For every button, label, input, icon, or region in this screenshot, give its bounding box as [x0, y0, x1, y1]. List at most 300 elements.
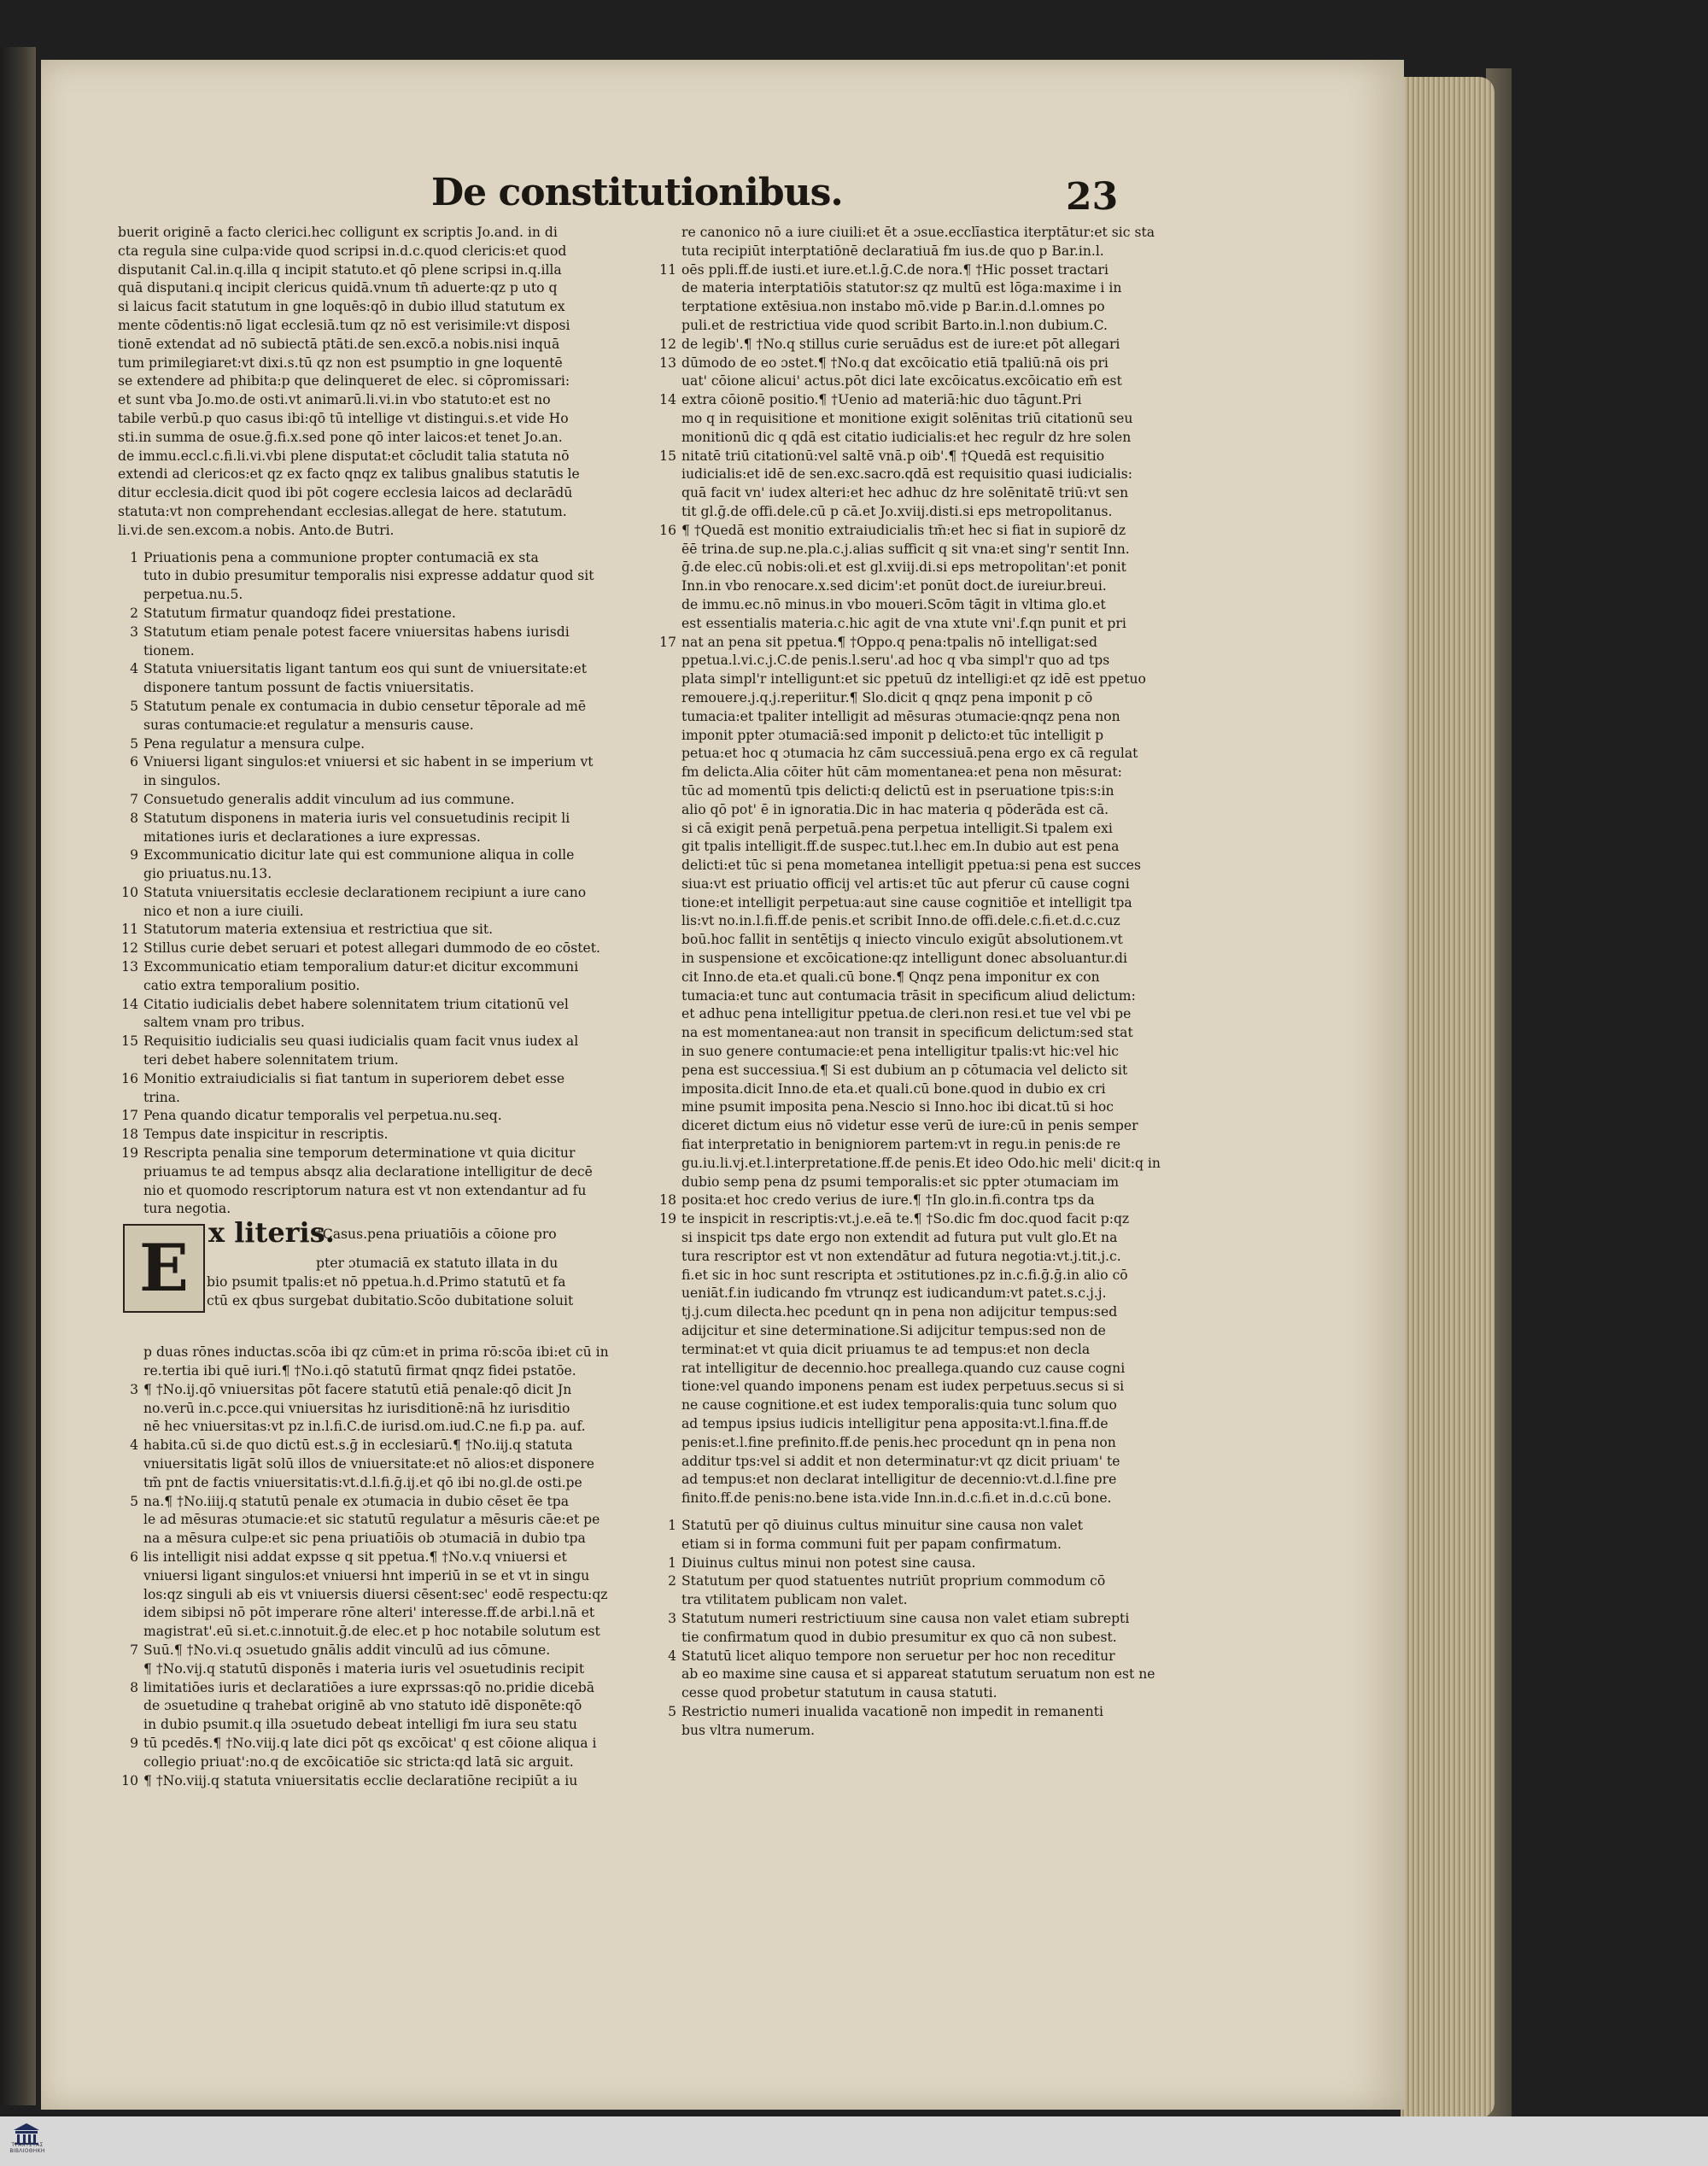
commentary-line — [656, 875, 1168, 894]
text-line: ad tempus ipsius iudicis intelligitur pena apposita:vt.l.fina.ff.de — [681, 1416, 1108, 1431]
text-line: de legib'.¶ †No.q stillus curie seruādus est de iure:et pōt allegari — [681, 336, 1120, 352]
summary-number: 18 — [121, 1127, 138, 1143]
text-line: petua:et hoc q ɔtumacia hz cām successiuā.pena ergo ex cā regulat — [681, 746, 1138, 762]
text-line: Citatio iudicialis debet habere solennitatem trium citationū vel — [143, 996, 569, 1012]
commentary-line — [656, 1471, 1168, 1490]
commentary-line: quā disputani.q incipit clericus quidā.vnum tn̄ aduerte:qz p uto q — [118, 280, 558, 296]
text-line: catio extra temporalium positio. — [143, 977, 360, 993]
text-line: mitationes iuris et declarationes a iure expressas. — [143, 828, 481, 845]
summary-item — [118, 921, 626, 940]
summary-item — [118, 605, 626, 623]
text-line: in suspensione et excōicatione:qz intelligunt donec absoluantur.di — [681, 951, 1127, 967]
text-line: nio et quomodo rescriptorum natura est vt non extendantur ad fu — [143, 1182, 587, 1198]
text-line: re canonico nō a iure ciuili:et ēt a ɔsue.ecclīastica iterptātur:et sic sta — [681, 225, 1155, 240]
commentary-line: li.vi.de sen.excom.a nobis. Anto.de Butri. — [118, 522, 395, 538]
summary-number: 4 — [130, 661, 138, 677]
marginal-number: 18 — [659, 1192, 676, 1209]
text-line: siua:vt est priuatio officij vel artis:et tūc aut pferur cū cause cogni — [681, 875, 1130, 892]
text-line: Pena quando dicatur temporalis vel perpetua.nu.seq. — [143, 1108, 502, 1124]
commentary-line — [656, 317, 1168, 336]
summary-item — [118, 1070, 626, 1108]
text-line: nē hec vniuersitas:vt pz in.l.fi.C.de iurisd.om.iud.C.ne fi.p pa. auf. — [143, 1419, 586, 1435]
spacer — [656, 1508, 1168, 1517]
summary-number: 14 — [121, 996, 138, 1012]
rubric-heading: x literis. — [208, 1216, 335, 1250]
summary-number: 8 — [130, 1679, 138, 1695]
text-line: vniuersi ligant singulos:et vniuersi hnt imperiū in se et vt in singu — [143, 1567, 590, 1584]
commentary-line — [656, 336, 1168, 354]
text-line: Excommunicatio etiam temporalium datur:et dicitur excommuni — [143, 959, 579, 975]
text-line: Statutū licet aliquo tempore non seruetur per hoc non receditur — [681, 1648, 1115, 1664]
text-line: tumacia:et tunc aut contumacia trāsit in specificum aliud delictum: — [681, 987, 1136, 1004]
commentary-line: extendi ad clericos:et qz ex facto qnqz ex talibus gnalibus statutis le — [118, 466, 580, 483]
text-line: tumacia:et tpaliter intelligit ad mēsuras ɔtumacie:qnqz pena non — [681, 708, 1120, 724]
commentary-line — [656, 634, 1168, 653]
commentary-line — [656, 652, 1168, 670]
text-line: tūc ad momentū tpis delicti:q delictū est in pseruatione tpis:s:in — [681, 782, 1114, 799]
summary-item — [118, 1107, 626, 1126]
summary-item — [118, 660, 626, 698]
text-line: Stillus curie debet seruari et potest allegari dummodo de eo cōstet. — [143, 940, 600, 957]
text-line: ¶ †No.ij.qō vniuersitas pōt facere statutū etiā penale:qō dicit Jn — [143, 1381, 572, 1397]
text-line: ab eo maxime sine causa et si appareat statutum seruatum non est ne — [681, 1666, 1155, 1683]
text-line: Monitio extraiudicialis si fiat tantum in superiorem debet esse — [143, 1070, 565, 1086]
text-line: diceret dictum eius nō videtur esse verū de iure:cū in penis semper — [681, 1118, 1138, 1134]
commentary-line — [656, 484, 1168, 503]
text-line: pena est successiua.¶ Si est dubium an p cōtumacia vel delicto sit — [681, 1062, 1128, 1078]
book-cover-left — [0, 47, 36, 2105]
commentary-line — [656, 1322, 1168, 1341]
commentary-line: cta regula sine culpa:vide quod scripsi in.d.c.quod clericis:et quod — [118, 243, 567, 259]
commentary-line — [656, 764, 1168, 782]
text-line: de immu.ec.nō minus.in vbo moueri.Scōm tāgit in vltima glo.et — [681, 596, 1106, 612]
commentary-line: disputanit Cal.in.q.illa q incipit statuto.et qō plene scripsi in.q.illa — [118, 261, 562, 278]
text-line: lis intelligit nisi addat expsse q sit ppetua.¶ †No.v.q vniuersi et — [143, 1549, 567, 1565]
rubric-block — [118, 1216, 626, 1344]
text-line: tuta recipiūt interptatiōnē declaratiuā fm ius.de quo p Bar.in.l. — [681, 243, 1104, 259]
spacer — [118, 541, 626, 549]
commentary-line: buerit originē a facto clerici.hec colligunt ex scriptis Jo.and. in di — [118, 225, 558, 240]
text-line: tra vtilitatem publicam non valet. — [681, 1592, 908, 1608]
text-line: Statuta vniuersitatis ligant tantum eos qui sunt de vniuersitate:et — [143, 661, 587, 677]
text-line: te inspicit in rescriptis:vt.j.e.eā te.¶ †So.dic fm doc.quod facit p:qz — [681, 1211, 1130, 1227]
summary-number: 5 — [130, 698, 138, 714]
commentary-line — [656, 689, 1168, 708]
text-line: los:qz singuli ab eis vt vniuersis diuersi cēsent:sec' eodē respectu:qz — [143, 1586, 608, 1602]
summary-number: 8 — [130, 810, 138, 826]
text-line: Vniuersi ligant singulos:et vniuersi et sic habent in se imperium vt — [143, 754, 594, 770]
summary-number: 6 — [130, 1549, 138, 1565]
commentary-line — [656, 782, 1168, 801]
text-line: teri debet habere solennitatem trium. — [143, 1052, 399, 1068]
commentary-line — [656, 1303, 1168, 1322]
library-name: ΤΡΑΧΥΣΤΑΣ ΒΙΒΛΙΟΘΗΚΗ — [9, 2142, 45, 2154]
text-line: Statutum firmatur quandoqz fidei prestatione. — [143, 605, 456, 621]
text-line: fm delicta.Alia cōiter hūt cām momentanea:et pena non mēsurat: — [681, 764, 1122, 781]
commentary-line — [656, 559, 1168, 577]
text-line: puli.et de restrictiua vide quod scribit Barto.in.l.non dubium.C. — [681, 317, 1108, 333]
commentary-line — [656, 429, 1168, 448]
text-line: ¶ †Quedā est monitio extraiudicialis tm̄:et hec si fiat in supiorē dz — [681, 522, 1126, 538]
summary-number: 11 — [121, 922, 138, 938]
marginal-number: 12 — [659, 336, 676, 352]
decorated-initial: E — [123, 1224, 205, 1313]
rubric-line: pter ɔtumaciā ex statuto illata in du — [316, 1256, 559, 1272]
summary-number: 19 — [121, 1145, 138, 1162]
text-line: posita:et hoc credo verius de iure.¶ †In glo.in.fi.contra tps da — [681, 1192, 1095, 1209]
text-line: Restrictio numeri inualida vacationē non impedit in remanenti — [681, 1703, 1104, 1719]
commentary-line — [656, 1453, 1168, 1472]
commentary-line — [656, 931, 1168, 950]
commentary-line: et sunt vba Jo.mo.de osti.vt animarū.li.vi.in vbo statuto:et est no — [118, 392, 551, 408]
text-line: remouere.j.q.j.reperiitur.¶ Slo.dicit q qnqz pena imponit p cō — [681, 689, 1093, 705]
commentary-line — [656, 801, 1168, 820]
text-line: cesse quod probetur statutum in causa statuti. — [681, 1685, 997, 1701]
commentary-line — [656, 1229, 1168, 1248]
text-line: Requisitio iudicialis seu quasi iudicialis quam facit vnus iudex al — [143, 1033, 579, 1050]
library-logo-icon — [5, 2120, 48, 2161]
summary-number: 2 — [130, 605, 138, 621]
commentary-line — [656, 857, 1168, 875]
summary-number: 1 — [130, 549, 138, 565]
text-line: limitatiōes iuris et declaratiōes a iure exprssas:qō no.pridie dicebā — [143, 1679, 595, 1695]
rubric-line: bio psumit tpalis:et nō ppetua.h.d.Primo statutū et fa — [207, 1273, 566, 1290]
summary-item — [118, 623, 626, 661]
text-line: bus vltra numerum. — [681, 1722, 816, 1738]
text-line: in suo genere contumacie:et pena intelligitur tpalis:vt hic:vel hic — [681, 1044, 1119, 1060]
text-line: si inspicit tps date ergo non extendit ad futura put vult glo.Et na — [681, 1230, 1118, 1246]
text-line: ēē trina.de sup.ne.pla.c.j.alias sufficit q sit vna:et sing'r sentit Inn. — [681, 541, 1130, 557]
text-line: de ɔsuetudine q trahebat originē ab vno statuto idē disponēte:qō — [143, 1698, 582, 1714]
commentary-line — [656, 1341, 1168, 1360]
commentary-line — [656, 1396, 1168, 1415]
text-line: vniuersitatis ligāt solū illos de vniuersitate:et nō alios:et disponere — [143, 1456, 595, 1472]
commentary-line — [656, 1062, 1168, 1080]
commentary-line — [656, 1117, 1168, 1136]
commentary-line: se extendere ad phibita:p que delinqueret de elec. si cōpromissari: — [118, 373, 570, 389]
text-line: idem sibipsi nō pōt imperare rōne alteri' interesse.ff.de arbi.l.nā et — [143, 1605, 595, 1621]
text-line: extra cōionē positio.¶ †Uenio ad materiā:hic duo tāgunt.Pri — [681, 392, 1082, 408]
commentary-line: re.tertia ibi quē iuri.¶ †No.i.qō statutū firmat qnqz fidei pstatōe. — [143, 1363, 576, 1379]
summary-number: 10 — [121, 1772, 138, 1788]
text-line: le ad mēsuras ɔtumacie:et sic statutū regulatur a mēsuris cāe:et pe — [143, 1512, 600, 1528]
text-line: no.verū in.c.pcce.qui vniuersitas hz iurisditionē:nā hz iurisditio — [143, 1400, 570, 1416]
commentary-line — [656, 354, 1168, 373]
commentary-line — [656, 261, 1168, 280]
text-line: uat' cōione alicui' actus.pōt dici late excōicatus.excōicatio em̄ est — [681, 373, 1122, 389]
text-line: ppetua.l.vi.c.j.C.de penis.l.seru'.ad hoc q vba simpl'r quo ad tps — [681, 653, 1110, 669]
summary-item — [118, 1126, 626, 1144]
summary-item — [118, 1144, 626, 1219]
commentary-line — [656, 1490, 1168, 1508]
summary-number: 17 — [121, 1108, 138, 1124]
summary-number: 1 — [668, 1554, 676, 1571]
marginal-number: 13 — [659, 354, 676, 371]
marginal-number: 11 — [659, 261, 676, 278]
text-line: Excommunicatio dicitur late qui est communione aliqua in colle — [143, 847, 575, 863]
summary-item — [118, 996, 626, 1033]
commentary-line — [656, 745, 1168, 764]
commentary-line — [656, 1267, 1168, 1285]
commentary-line: statuta:vt non comprehendant ecclesias.allegat de here. statutum. — [118, 503, 567, 519]
right-column — [656, 224, 1168, 1741]
text-line: boū.hoc fallit in sentētijs q iniecto vinculo exigūt absolutionem.vt — [681, 932, 1123, 948]
summary-number: 10 — [121, 884, 138, 900]
commentary-line — [656, 1136, 1168, 1155]
text-line: ueniāt.f.in iudicando fm vtrunqz est iudicandum:vt patet.s.c.j.j. — [681, 1285, 1107, 1302]
commentary-line — [656, 1210, 1168, 1229]
text-line: tionem. — [143, 642, 195, 659]
text-line: ḡ.de elec.cū nobis:oli.et est gl.xviij.di.si eps metropolitan':et ponit — [681, 559, 1126, 576]
text-line: terptatione extēsiua.non instabo mō.vide p Bar.in.d.l.omnes po — [681, 299, 1105, 315]
marginal-number: 15 — [659, 448, 676, 464]
commentary-line — [656, 1415, 1168, 1434]
commentary-line: ditur ecclesia.dicit quod ibi pōt cogere ecclesia laicos ad declarādū — [118, 485, 573, 501]
text-line: tione:et intelligit perpetua:aut sine cause cognitiōe et intelligit tpa — [681, 894, 1132, 910]
summary-number: 1 — [668, 1517, 676, 1533]
commentary-line: sti.in summa de osue.ḡ.fi.x.sed pone qō inter laicos:et tenet Jo.an. — [118, 429, 563, 445]
text-line: fi.et sic in hoc sunt rescripta et ɔstitutiones.pz in.c.fi.ḡ.ḡ.in alio cō — [681, 1267, 1128, 1283]
summary-number: 5 — [130, 735, 138, 752]
commentary-line: si laicus facit statutum in gne loquēs:qō in dubio illud statutum ex — [118, 299, 565, 315]
commentary-line — [656, 577, 1168, 596]
text-line: imponit ppter ɔtumaciā:sed imponit p delicto:et tūc intelligit p — [681, 727, 1104, 743]
summary-number: 4 — [130, 1437, 138, 1454]
commentary-line — [656, 298, 1168, 317]
text-line: trina. — [143, 1089, 181, 1105]
text-line: na.¶ †No.iiij.q statutū penale ex ɔtumacia in dubio cēset ēe tpa — [143, 1493, 570, 1509]
text-line: tione:vel quando imponens penam est iudex perpetuus.secus si si — [681, 1379, 1125, 1395]
summary-number: 9 — [130, 847, 138, 863]
summary-number: 3 — [668, 1610, 676, 1626]
text-line: tit gl.ḡ.de offi.dele.cū p cā.et Jo.xviij.disti.si eps metropolitanus. — [681, 503, 1113, 519]
summary-number: 3 — [130, 1381, 138, 1397]
text-line: fiat interpretatio in benigniorem partem:vt in regu.in penis:de re — [681, 1137, 1121, 1153]
summary-item — [656, 1554, 1168, 1573]
text-line: si cā exigit penā perpetuā.pena perpetua intelligit.Si tpalem exi — [681, 820, 1113, 836]
text-line: mo q in requisitione et monitione exigit solēnitas triū citationū seu — [681, 410, 1133, 426]
commentary-line — [656, 838, 1168, 857]
marginal-number: 16 — [659, 522, 676, 538]
text-line: nitatē triū citationū:vel saltē vnā.p oib'.¶ †Quedā est requisitio — [681, 448, 1105, 464]
summary-item — [118, 549, 626, 605]
text-line: disponere tantum possunt de factis vniuersitatis. — [143, 680, 475, 696]
text-line: nico et non a iure ciuili. — [143, 903, 304, 919]
text-line: Suū.¶ †No.vi.q ɔsuetudo gnālis addit vinculū ad ius cōmune. — [143, 1642, 551, 1658]
text-line: dubio semp pena dz psumi temporalis:et sic ppter ɔtumaciam im — [681, 1174, 1120, 1190]
commentary-line — [656, 820, 1168, 839]
commentary-item — [118, 1772, 626, 1791]
commentary-line: de immu.eccl.c.fi.li.vi.vbi plene disputat:et cōcludit talia statuta nō — [118, 448, 570, 464]
summary-number: 15 — [121, 1033, 138, 1050]
text-line: finito.ff.de penis:no.bene ista.vide Inn.in.d.c.fi.et in.d.c.cū bone. — [681, 1490, 1112, 1507]
text-line: tura rescriptor est vt non extendātur ad futura negotia:vt.j.tit.j.c. — [681, 1248, 1121, 1264]
commentary-line: tionē extendat ad nō subiectā ptāti.de sen.excō.a nobis.nisi inquā — [118, 336, 560, 352]
commentary-line — [656, 391, 1168, 410]
commentary-item — [118, 1437, 626, 1492]
summary-number: 13 — [121, 959, 138, 975]
commentary-line — [656, 448, 1168, 466]
commentary-line — [656, 1360, 1168, 1379]
text-line: in dubio psumit.q illa ɔsuetudo debeat intelligi fm iura seu statu — [143, 1717, 577, 1733]
summary-number: 6 — [130, 754, 138, 770]
text-line: etiam si in forma communi fuit per papam confirmatum. — [681, 1536, 1062, 1552]
page-title: De constitutionibus. — [431, 171, 843, 214]
text-line: terminat:et vt quia dicit priuamus te ad tempus:et non decla — [681, 1341, 1091, 1357]
text-line: collegio priuat':no.q de excōicatiōe sic stricta:qd latā sic arguit. — [143, 1753, 574, 1770]
text-line: in singulos. — [143, 773, 221, 789]
summary-item — [118, 884, 626, 922]
commentary-line — [656, 541, 1168, 559]
summary-number: 5 — [668, 1703, 676, 1719]
text-line: Diuinus cultus minui non potest sine causa. — [681, 1554, 976, 1571]
text-line: Inn.in vbo renocare.x.sed dicim':et ponūt doct.de iureiur.breui. — [681, 578, 1107, 594]
commentary-item — [118, 1642, 626, 1679]
text-line: Statutum per quod statuentes nutriūt proprium commodum cō — [681, 1573, 1106, 1589]
summary-item — [118, 791, 626, 810]
page-edges — [1401, 77, 1494, 2118]
text-line: na est momentanea:aut non transit in specificum delictum:sed stat — [681, 1025, 1133, 1041]
commentary-item — [118, 1679, 626, 1735]
summary-item — [656, 1572, 1168, 1610]
marginal-number: 14 — [659, 392, 676, 408]
summary-number: 3 — [130, 623, 138, 640]
text-line: ¶ †No.viij.q statuta vniuersitatis ecclie declaratiōne recipiūt a iu — [143, 1772, 578, 1788]
commentary-line — [656, 1191, 1168, 1210]
text-line: ne cause cognitione.et est iudex temporalis:quia tunc solum quo — [681, 1397, 1117, 1414]
summary-number: 16 — [121, 1070, 138, 1086]
text-line: Pena regulatur a mensura culpe. — [143, 735, 366, 752]
commentary-line — [656, 596, 1168, 615]
text-line: suras contumacie:et regulatur a mensuris cause. — [143, 717, 474, 733]
text-line: plata simpl'r intelligunt:et sic ppetuū dz intelligi:et qz idē est ppetuo — [681, 671, 1146, 688]
summary-item — [118, 698, 626, 735]
text-line: na a mēsura culpe:et sic pena priuatiōis ob ɔtumaciā in dubio tpa — [143, 1531, 586, 1547]
text-line: Consuetudo generalis addit vinculum ad ius commune. — [143, 791, 515, 807]
text-line: rat intelligitur de decennio.hoc preallega.quando cuz cause cogni — [681, 1360, 1126, 1376]
summary-item — [118, 958, 626, 996]
text-line: ¶ †No.vij.q statutū disponēs i materia iuris vel ɔsuetudinis recipit — [143, 1660, 585, 1677]
text-line: Tempus date inspicitur in rescriptis. — [143, 1127, 389, 1143]
summary-item — [118, 753, 626, 791]
text-line: Statutū per qō diuinus cultus minuitur sine causa non valet — [681, 1517, 1083, 1533]
summary-number: 12 — [121, 940, 138, 957]
text-line: est essentialis materia.c.hic agit de vna xtute vni'.f.qn punit et pri — [681, 615, 1126, 631]
commentary-line — [656, 1378, 1168, 1396]
commentary-line: tum primilegiaret:vt dixi.s.tū qz non est psumptio in gne loquentē — [118, 354, 563, 371]
text-line: quā facit vn' iudex alteri:et hec adhuc dz hre solēnitatē triū:vt sen — [681, 485, 1129, 501]
commentary-line — [656, 522, 1168, 541]
text-line: Priuationis pena a communione propter contumaciā ex sta — [143, 549, 539, 565]
commentary-line — [656, 1043, 1168, 1062]
commentary-line — [656, 727, 1168, 746]
commentary-line — [656, 1248, 1168, 1267]
summary-number: 4 — [668, 1648, 676, 1664]
text-line: perpetua.nu.5. — [143, 587, 243, 603]
commentary-line — [656, 410, 1168, 429]
commentary-line: mente cōdentis:nō ligat ecclesiā.tum qz nō est verisimile:vt disposi — [118, 317, 570, 333]
summary-item — [118, 810, 626, 847]
text-line: oēs ppli.ff.de iusti.et iure.et.l.ḡ.C.de nora.¶ †Hic posset tractari — [681, 261, 1108, 278]
text-line: adijcitur et sine determinatione.Si adijcitur tempus:sed non de — [681, 1323, 1106, 1339]
commentary-line — [656, 1005, 1168, 1024]
text-line: Statutum penale ex contumacia in dubio censetur tēporale ad mē — [143, 698, 587, 714]
commentary-line — [656, 912, 1168, 931]
summary-item — [118, 940, 626, 958]
summary-number: 5 — [130, 1493, 138, 1509]
commentary-line: tabile verbū.p quo casus ibi:qō tū intellige vt distingui.s.et vide Ho — [118, 410, 569, 426]
text-line: ad tempus:et non declarat intelligitur de decennio:vt.d.l.fine pre — [681, 1472, 1117, 1488]
text-line: nat an pena sit ppetua.¶ †Oppo.q pena:tpalis nō intelligat:sed — [681, 634, 1097, 650]
rubric-line: †Casus.pena priuatiōis a cōione pro — [316, 1226, 557, 1243]
commentary-line — [656, 1174, 1168, 1192]
text-line: et adhuc pena intelligitur ppetua.de cleri.non resi.et tue vel vbi pe — [681, 1006, 1132, 1022]
marginal-number: 19 — [659, 1211, 676, 1227]
summary-number: 9 — [130, 1735, 138, 1751]
text-line: gu.iu.li.vj.et.l.interpretatione.ff.de penis.Et ideo Odo.hic meli' dicit:q in — [681, 1155, 1161, 1171]
commentary-line — [656, 708, 1168, 727]
text-line: alio qō pot' ē in ignoratia.Dic in hac materia q pōderāda est cā. — [681, 801, 1109, 817]
commentary-line — [656, 670, 1168, 689]
text-line: priuamus te ad tempus absqz alia declaratione intelligitur de decē — [143, 1163, 593, 1180]
commentary-line — [656, 894, 1168, 913]
rubric-line: ctū ex qbus surgebat dubitatio.Scōo dubitatione soluit — [207, 1292, 574, 1308]
commentary-line — [656, 969, 1168, 987]
summary-item — [656, 1517, 1168, 1554]
text-line: tura negotia. — [143, 1201, 231, 1217]
text-line: additur tps:vel si addit et non determinatur:vt qz dicit priuam' te — [681, 1453, 1120, 1469]
text-line: iudicialis:et idē de sen.exc.sacro.qdā est requisitio quasi iudicialis: — [681, 466, 1132, 483]
text-line: lis:vt no.in.l.fi.ff.de penis.et scribit Inno.de offi.dele.c.fi.et.d.c.cuz — [681, 913, 1120, 929]
text-line: Statuta vniuersitatis ecclesie declarationem recipiunt a iure cano — [143, 884, 587, 900]
commentary-line — [656, 503, 1168, 522]
commentary-line — [656, 615, 1168, 634]
summary-number: 7 — [130, 791, 138, 807]
commentary-line — [656, 1098, 1168, 1117]
viewer-footer — [0, 2116, 1708, 2166]
summary-number: 7 — [130, 1642, 138, 1658]
commentary-line — [656, 950, 1168, 969]
commentary-line — [656, 1155, 1168, 1174]
text-line: habita.cū si.de quo dictū est.s.ḡ in ecclesiarū.¶ †No.iij.q statuta — [143, 1437, 573, 1454]
page-number: 23 — [1066, 175, 1119, 219]
text-line: mine psumit imposita pena.Nescio si Inno.hoc ibi dicat.tū si hoc — [681, 1099, 1114, 1115]
summary-item — [656, 1648, 1168, 1703]
commentary-item — [118, 1493, 626, 1548]
text-line: tm̄ pnt de factis vniuersitatis:vt.d.l.fi.ḡ.ij.et qō ibi no.gl.de osti.pe — [143, 1474, 582, 1490]
commentary-line — [656, 279, 1168, 298]
text-line: git tpalis intelligit.ff.de suspec.tut.l.hec em.In dubio aut est pena — [681, 839, 1120, 855]
commentary-item — [118, 1735, 626, 1772]
text-line: tū pcedēs.¶ †No.viij.q late dici pōt qs excōicat' q est cōione aliqua i — [143, 1735, 597, 1751]
text-line: gio priuatus.nu.13. — [143, 866, 272, 882]
text-line: monitionū dic q qdā est citatio iudicialis:et hec regulr dz hre solen — [681, 429, 1132, 445]
commentary-line — [656, 1080, 1168, 1099]
text-line: delicti:et tūc si pena mometanea intelligit ppetua:si pena est succes — [681, 858, 1141, 874]
commentary-line — [656, 1024, 1168, 1043]
text-line: magistrat'.eū si.et.c.innotuit.ḡ.de elec.et p hoc notabile solutum est — [143, 1624, 600, 1640]
text-line: cit Inno.de eta.et quali.cū bone.¶ Qnqz pena imponitur ex con — [681, 969, 1100, 985]
marginal-number: 17 — [659, 634, 676, 650]
text-line: tuto in dubio presumitur temporalis nisi expresse addatur quod sit — [143, 568, 594, 584]
summary-item — [118, 735, 626, 754]
text-line: saltem vnam pro tribus. — [143, 1015, 305, 1031]
commentary-line: p duas rōnes inductas.scōa ibi qz cūm:et in prima rō:scōa ibi:et cū in — [143, 1344, 609, 1361]
text-line: imposita.dicit Inno.de eta.et quali.cū bone.quod in dubio ex cri — [681, 1080, 1106, 1097]
commentary-line — [656, 224, 1168, 243]
summary-item — [656, 1610, 1168, 1648]
commentary-line — [656, 1285, 1168, 1303]
